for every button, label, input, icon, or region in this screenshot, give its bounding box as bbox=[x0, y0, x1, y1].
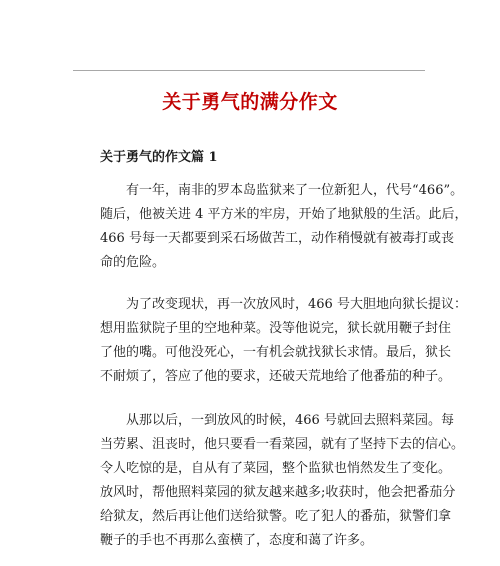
paragraph-line: 为了改变现状，再一次放风时，466 号大胆地向狱长提议： bbox=[126, 297, 467, 312]
paragraph-line: 放风时，帮他照料菜园的狱友越来越多;收获时，他会把番茄分 bbox=[100, 485, 456, 500]
paragraph-line: 当劳累、沮丧时，他只要看一看菜园，就有了坚持下去的信心。 bbox=[100, 437, 465, 452]
paragraph-line: 不耐烦了，答应了他的要求，还破天荒地给了他番茄的种子。 bbox=[100, 369, 452, 384]
paragraph-1 bbox=[100, 179, 468, 275]
header-divider bbox=[73, 70, 425, 71]
paragraph-line: 有一年，南非的罗本岛监狱来了一位新犯人，代号“466”。 bbox=[126, 183, 464, 198]
paragraph-line: 了他的嘴。可他没死心，一有机会就找狱长求情。最后，狱长 bbox=[100, 345, 452, 360]
paragraph-2 bbox=[100, 293, 467, 389]
paragraph-line: 给狱友，然后再让他们送给狱警。吃了犯人的番茄，狱警们拿 bbox=[100, 509, 452, 524]
paragraph-line: 从那以后，一到放风的时候，466 号就回去照料菜园。每 bbox=[126, 413, 454, 428]
paragraph-3 bbox=[100, 409, 465, 553]
paragraph-line: 想用监狱院子里的空地种菜。没等他说完，狱长就用鞭子封住 bbox=[100, 321, 452, 336]
document-title: 关于勇气的满分作文 bbox=[162, 91, 338, 113]
section-heading: 关于勇气的作文篇 1 bbox=[100, 150, 218, 165]
paragraph-line: 随后，他被关进 4 平方米的牢房，开始了地狱般的生活。此后， bbox=[100, 207, 468, 222]
paragraph-line: 令人吃惊的是，自从有了菜园，整个监狱也悄然发生了变化。 bbox=[100, 461, 452, 476]
paragraph-line: 命的危险。 bbox=[100, 255, 166, 270]
paragraph-line: 466 号每一天都要到采石场做苦工，动作稍慢就有被毒打或丧 bbox=[100, 231, 454, 246]
paragraph-line: 鞭子的手也不再那么蛮横了，态度和蔼了许多。 bbox=[100, 533, 374, 548]
